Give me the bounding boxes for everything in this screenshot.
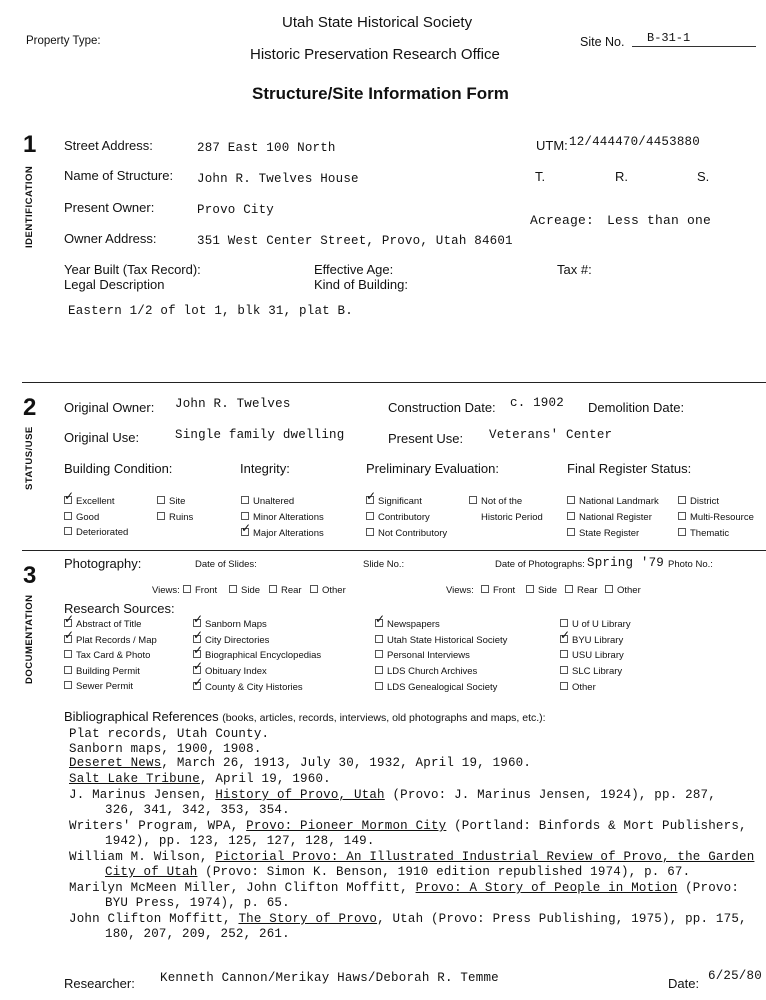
section-2-divider	[22, 550, 766, 551]
office-name: Historic Preservation Research Office	[250, 46, 500, 63]
photo-view-other[interactable]: Other	[605, 585, 641, 596]
checkbox-excellent[interactable]: ✓Excellent	[64, 496, 115, 507]
checkbox-deteriorated[interactable]: Deteriorated	[64, 527, 128, 538]
checkbox-contributory[interactable]: Contributory	[366, 512, 430, 523]
r-label: R.	[615, 169, 628, 184]
section-3-number: 3	[23, 562, 37, 589]
checkbox-multi-resource[interactable]: Multi-Resource	[678, 512, 754, 523]
src-other[interactable]: Other	[560, 682, 596, 693]
slide-view-side[interactable]: Side	[229, 585, 260, 596]
checkbox-not-of-historic-period[interactable]: Not of the	[469, 496, 522, 507]
site-no-value: B-31-1	[647, 31, 691, 45]
src-personal-interviews[interactable]: Personal Interviews	[375, 650, 470, 661]
src-biographical-encyclopedias[interactable]: ✓Biographical Encyclopedias	[193, 650, 321, 661]
photo-no-label: Photo No.:	[668, 559, 713, 570]
src-u-of-u-library[interactable]: U of U Library	[560, 619, 631, 630]
section-3-side-label: DOCUMENTATION	[24, 594, 35, 684]
reference-7: William M. Wilson, Pictorial Provo: An Illustrated Industrial Review of Provo, the Garden	[69, 850, 755, 864]
integrity-label: Integrity:	[240, 461, 290, 476]
org-name: Utah State Historical Society	[282, 14, 473, 31]
src-sewer-permit[interactable]: Sewer Permit	[64, 681, 133, 692]
reference-2: Sanborn maps, 1900, 1908.	[69, 742, 262, 756]
bibliographical-references-label: Bibliographical References (books, articles, records, interviews, old photographs and maps, etc.):	[64, 709, 546, 724]
year-built-label: Year Built (Tax Record):	[64, 262, 201, 277]
photo-view-side[interactable]: Side	[526, 585, 557, 596]
date-label: Date:	[668, 976, 700, 991]
legal-description-value: Eastern 1/2 of lot 1, blk 31, plat B.	[68, 304, 353, 318]
checkbox-unaltered[interactable]: Unaltered	[241, 496, 294, 507]
final-register-status-label: Final Register Status:	[567, 461, 692, 476]
date-of-photographs-value: Spring '79	[587, 556, 665, 570]
utm-value: 12/444470/4453880	[569, 135, 700, 149]
src-slc-library[interactable]: SLC Library	[560, 666, 622, 677]
reference-3: Deseret News, March 26, 1913, July 30, 1932, April 19, 1960.	[69, 756, 532, 770]
reference-5: J. Marinus Jensen, History of Provo, Utah (Provo: J. Marinus Jensen, 1924), pp. 287,	[69, 788, 716, 802]
src-utah-state-historical-society[interactable]: Utah State Historical Society	[375, 635, 507, 646]
photo-views-label: Views:	[446, 585, 474, 596]
checkbox-ruins[interactable]: Ruins	[157, 512, 193, 523]
preliminary-evaluation-label: Preliminary Evaluation:	[366, 461, 499, 476]
original-owner-value: John R. Twelves	[175, 397, 291, 411]
structure-name-label: Name of Structure:	[64, 168, 174, 183]
tax-number-label: Tax #:	[557, 262, 592, 277]
demolition-date-label: Demolition Date:	[588, 400, 685, 415]
date-of-photographs-label: Date of Photographs:	[495, 559, 585, 570]
acreage-value: Less than one	[607, 213, 712, 228]
src-abstract-of-title[interactable]: ✓Abstract of Title	[64, 619, 141, 630]
owner-address-label: Owner Address:	[64, 231, 157, 246]
slide-views-label: Views:	[152, 585, 180, 596]
slide-no-label: Slide No.:	[363, 559, 405, 570]
present-use-value: Veterans' Center	[489, 428, 613, 442]
section-1-divider	[22, 382, 766, 383]
section-2-side-label: STATUS/USE	[24, 426, 35, 490]
checkbox-district[interactable]: District	[678, 496, 719, 507]
date-value: 6/25/80	[708, 969, 762, 983]
reference-7-cont: City of Utah (Provo: Simon K. Benson, 1910 edition republished 1974), p. 67.	[105, 865, 691, 879]
checkbox-thematic[interactable]: Thematic	[678, 528, 729, 539]
site-no-line	[632, 46, 756, 47]
src-obituary-index[interactable]: ✓Obituary Index	[193, 666, 267, 677]
present-owner-value: Provo City	[197, 203, 275, 217]
checkbox-major-alterations[interactable]: ✓Major Alterations	[241, 528, 324, 539]
original-use-label: Original Use:	[64, 430, 140, 445]
src-lds-genealogical-society[interactable]: LDS Genealogical Society	[375, 682, 497, 693]
s-label: S.	[697, 169, 710, 184]
t-label: T.	[535, 169, 546, 184]
reference-4: Salt Lake Tribune, April 19, 1960.	[69, 772, 331, 786]
photo-view-rear[interactable]: Rear	[565, 585, 598, 596]
src-usu-library[interactable]: USU Library	[560, 650, 624, 661]
slide-view-front[interactable]: Front	[183, 585, 217, 596]
src-building-permit[interactable]: Building Permit	[64, 666, 140, 677]
src-lds-church-archives[interactable]: LDS Church Archives	[375, 666, 477, 677]
effective-age-label: Effective Age:	[314, 262, 394, 277]
src-county-city-histories[interactable]: ✓County & City Histories	[193, 682, 303, 693]
src-plat-records[interactable]: ✓Plat Records / Map	[64, 635, 157, 646]
src-sanborn-maps[interactable]: ✓Sanborn Maps	[193, 619, 267, 630]
reference-9-cont: 180, 207, 209, 252, 261.	[105, 927, 290, 941]
section-2-number: 2	[23, 394, 37, 421]
reference-5-cont: 326, 341, 342, 353, 354.	[105, 803, 290, 817]
checkbox-good[interactable]: Good	[64, 512, 99, 523]
street-address-label: Street Address:	[64, 138, 153, 153]
not-of-historic-period-line2: Historic Period	[481, 512, 543, 523]
owner-address-value: 351 West Center Street, Provo, Utah 84601	[197, 234, 513, 248]
checkbox-not-contributory[interactable]: Not Contributory	[366, 528, 447, 539]
section-1-side-label: IDENTIFICATION	[24, 165, 35, 248]
original-use-value: Single family dwelling	[175, 428, 345, 442]
reference-9: John Clifton Moffitt, The Story of Provo, Utah (Provo: Press Publishing, 1975), pp. 175,	[69, 912, 747, 926]
utm-label: UTM:	[536, 138, 568, 153]
construction-date-value: c. 1902	[510, 396, 564, 410]
checkbox-site[interactable]: Site	[157, 496, 185, 507]
src-city-directories[interactable]: ✓City Directories	[193, 635, 269, 646]
structure-name-value: John R. Twelves House	[197, 172, 359, 186]
reference-1: Plat records, Utah County.	[69, 727, 270, 741]
site-no-label: Site No.	[580, 35, 625, 49]
acreage-label: Acreage:	[530, 213, 595, 228]
section-1-number: 1	[23, 131, 37, 158]
kind-of-building-label: Kind of Building:	[314, 277, 408, 292]
reference-6: Writers' Program, WPA, Provo: Pioneer Mormon City (Portland: Binfords & Mort Publishers,	[69, 819, 747, 833]
construction-date-label: Construction Date:	[388, 400, 496, 415]
reference-8-cont: BYU Press, 1974), p. 65.	[105, 896, 290, 910]
src-byu-library[interactable]: ✓BYU Library	[560, 635, 623, 646]
checkbox-minor-alterations[interactable]: Minor Alterations	[241, 512, 324, 523]
present-owner-label: Present Owner:	[64, 200, 155, 215]
present-use-label: Present Use:	[388, 431, 464, 446]
checkbox-national-landmark[interactable]: National Landmark	[567, 496, 659, 507]
street-address-value: 287 East 100 North	[197, 141, 336, 155]
photography-label: Photography:	[64, 556, 142, 571]
reference-8: Marilyn McMeen Miller, John Clifton Moffitt, Provo: A Story of People in Motion (Provo:	[69, 881, 740, 895]
src-newspapers[interactable]: ✓Newspapers	[375, 619, 440, 630]
checkbox-national-register[interactable]: National Register	[567, 512, 652, 523]
legal-description-label: Legal Description	[64, 277, 165, 292]
researcher-label: Researcher:	[64, 976, 135, 991]
original-owner-label: Original Owner:	[64, 400, 155, 415]
researcher-value: Kenneth Cannon/Merikay Haws/Deborah R. Temme	[160, 971, 499, 985]
photo-view-front[interactable]: Front	[481, 585, 515, 596]
slide-view-rear[interactable]: Rear	[269, 585, 302, 596]
checkbox-state-register[interactable]: State Register	[567, 528, 639, 539]
checkbox-significant[interactable]: ✓Significant	[366, 496, 422, 507]
date-of-slides-label: Date of Slides:	[195, 559, 257, 570]
form-title: Structure/Site Information Form	[252, 84, 509, 103]
building-condition-label: Building Condition:	[64, 461, 173, 476]
reference-6-cont: 1942), pp. 123, 125, 127, 128, 149.	[105, 834, 375, 848]
research-sources-label: Research Sources:	[64, 601, 175, 616]
property-type-label: Property Type:	[26, 35, 101, 47]
slide-view-other[interactable]: Other	[310, 585, 346, 596]
src-tax-card[interactable]: Tax Card & Photo	[64, 650, 150, 661]
